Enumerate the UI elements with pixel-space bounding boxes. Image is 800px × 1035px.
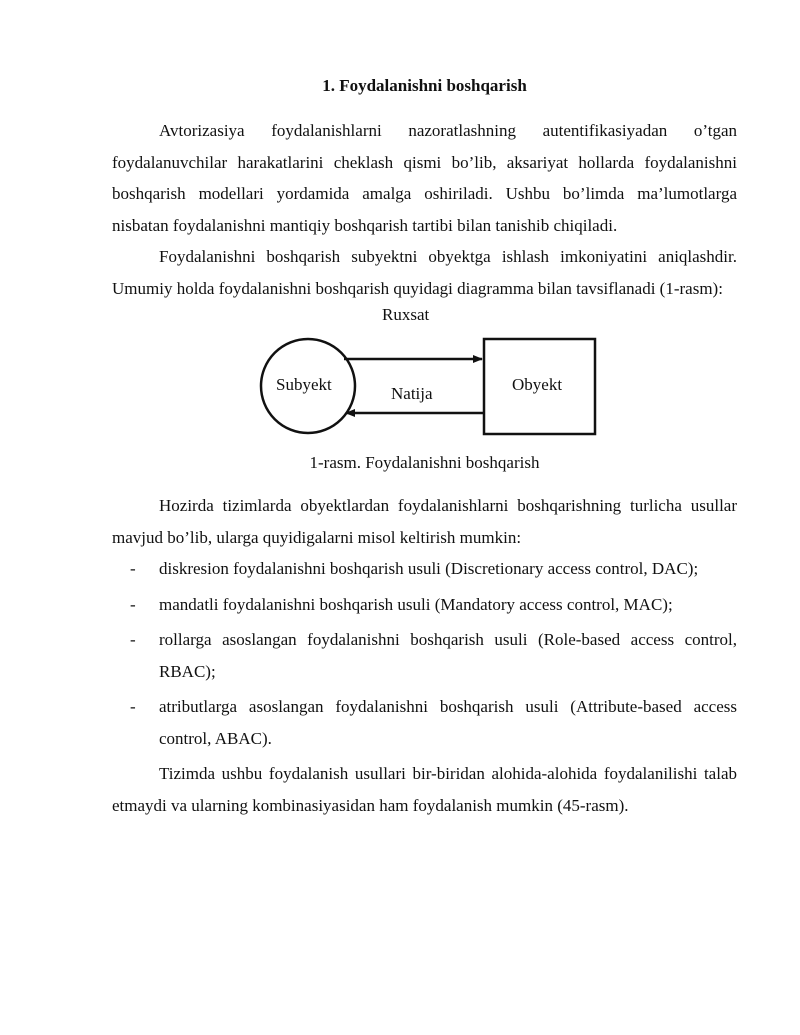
list-bullet: - <box>130 630 136 649</box>
paragraph-3: Hozirda tizimlarda obyektlardan foydalanishlarni boshqarishning turlicha usullar mavjud bo’lib, ularga quyidigalarni misol keltirish mumkin: <box>112 496 737 547</box>
list-item <box>112 553 737 585</box>
paragraph-2: Foydalanishni boshqarish subyektni obyektga ishlash imkoniyatini aniqlashdir. Umumiy holda foydalanishni boshqarish quyidagi diagramma bilan tavsiflanadi (1-rasm): <box>112 247 737 298</box>
access-control-methods-list <box>112 553 737 754</box>
list-item <box>112 589 737 621</box>
section-heading: 1. Foydalanishni boshqarish <box>322 76 527 95</box>
access-control-diagram <box>112 306 737 486</box>
figure-caption: 1-rasm. Foydalanishni boshqarish <box>309 453 540 472</box>
object-label: Obyekt <box>512 375 563 394</box>
subject-label: Subyekt <box>276 375 332 394</box>
list-bullet: - <box>130 559 136 578</box>
list-bullet: - <box>130 697 136 716</box>
list-item-text: atributlarga asoslangan foydalanishni boshqarish usuli (Attribute-based access control, ABAC). <box>159 697 737 748</box>
document-page <box>112 74 737 821</box>
paragraph-4: Tizimda ushbu foydalanish usullari bir-biridan alohida-alohida foydalanilishi talab etmaydi va ularning kombinasiyasidan ham foydalanish mumkin (45-rasm). <box>112 764 737 815</box>
paragraph-1: Avtorizasiya foydalanishlarni nazoratlashning autentifikasiyadan o’tgan foydalanuvchilar harakatlarini cheklash qismi bo’lib, aksariyat hollarda foydalanishni boshqarish modellari yordamida amalga oshiriladi. Ushbu bo’limda ma’lumotlarga nisbatan foydalanishni mantiqiy boshqarish tartibi bilan tanishib chiqiladi. <box>112 121 737 235</box>
list-item <box>112 691 737 754</box>
list-item-text: mandatli foydalanishni boshqarish usuli (Mandatory access control, MAC); <box>159 594 673 614</box>
list-bullet: - <box>130 594 136 614</box>
list-item-text: rollarga asoslangan foydalanishni boshqarish usuli (Role-based access control, RBAC); <box>159 630 737 681</box>
permission-label: Ruxsat <box>382 305 430 324</box>
list-item <box>112 624 737 687</box>
diagram-graphic <box>112 306 737 456</box>
list-item-text: diskresion foydalanishni boshqarish usuli (Discretionary access control, DAC); <box>159 559 699 578</box>
result-label: Natija <box>391 384 433 403</box>
